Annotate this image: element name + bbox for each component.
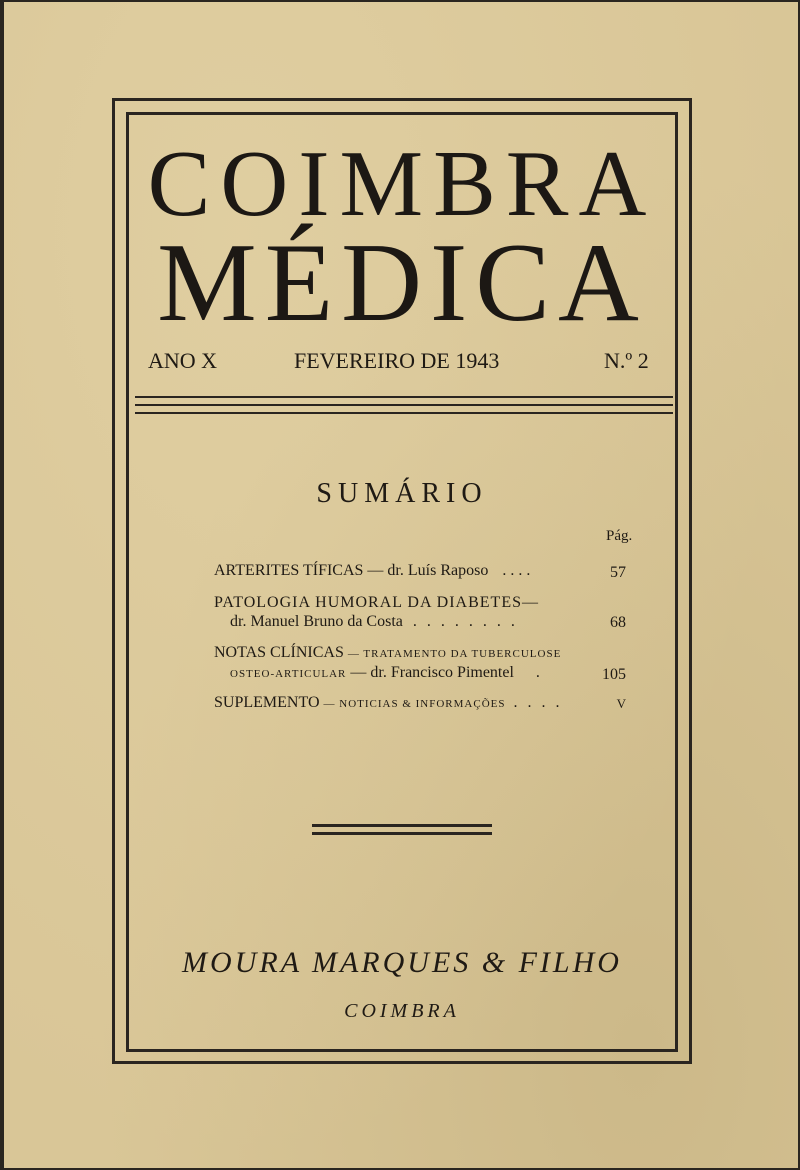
header-rule-middle	[135, 404, 673, 406]
toc-entry-title: ARTERITES TÍFICAS	[214, 562, 364, 579]
ornament-rule-top	[312, 824, 492, 827]
toc-entry	[214, 562, 530, 580]
toc-entry-leaders: . . . .	[502, 562, 531, 579]
publisher-name: MOURA MARQUES & FILHO	[182, 946, 622, 979]
title-line-2: MÉDICA	[157, 221, 647, 345]
toc-entry	[214, 644, 561, 662]
toc-entry-author: dr. Manuel Bruno da Costa	[230, 613, 403, 630]
toc-entry-author: — dr. Francisco Pimentel	[350, 664, 514, 681]
publisher-city: COIMBRA	[344, 1000, 460, 1022]
toc-entry	[214, 694, 563, 712]
toc-entry-leaders: . . . . . . . .	[412, 613, 518, 630]
toc-entry	[230, 613, 518, 631]
page-column-label: Pág.	[606, 528, 633, 544]
issue-year: ANO X	[148, 348, 218, 373]
toc-entry-title: NOTAS CLÍNICAS	[214, 644, 344, 661]
toc-entry	[230, 664, 540, 682]
title-line-1: COIMBRA	[147, 132, 657, 236]
magazine-cover	[4, 2, 798, 1168]
toc-entry-page: 57	[610, 564, 626, 581]
toc-entry-page: 68	[610, 614, 626, 631]
toc-entry-page: 105	[602, 666, 626, 683]
toc-entry-subtitle: — NOTICIAS & INFORMAÇÕES	[323, 698, 506, 710]
toc-entry-author: — dr. Luís Raposo	[367, 562, 489, 579]
issue-number: N.º 2	[604, 348, 649, 373]
issue-date: FEVEREIRO DE 1943	[294, 348, 500, 373]
summary-heading: SUMÁRIO	[316, 478, 488, 509]
toc-entry-subtitle: — TRATAMENTO DA TUBERCULOSE	[347, 648, 562, 660]
toc-entry-leaders: . . . .	[513, 694, 563, 711]
toc-entry-subtitle: OSTEO-ARTICULAR	[230, 668, 347, 680]
toc-entry-title: PATOLOGIA HUMORAL DA DIABETES—	[214, 594, 539, 611]
toc-entry-page: V	[616, 696, 626, 711]
ornament-rule-bottom	[312, 832, 492, 835]
header-rule-top	[135, 396, 673, 398]
toc-entry-title: SUPLEMENTO	[214, 694, 320, 711]
header-rule-bottom	[135, 412, 673, 414]
toc-entry-leaders: .	[535, 664, 540, 681]
